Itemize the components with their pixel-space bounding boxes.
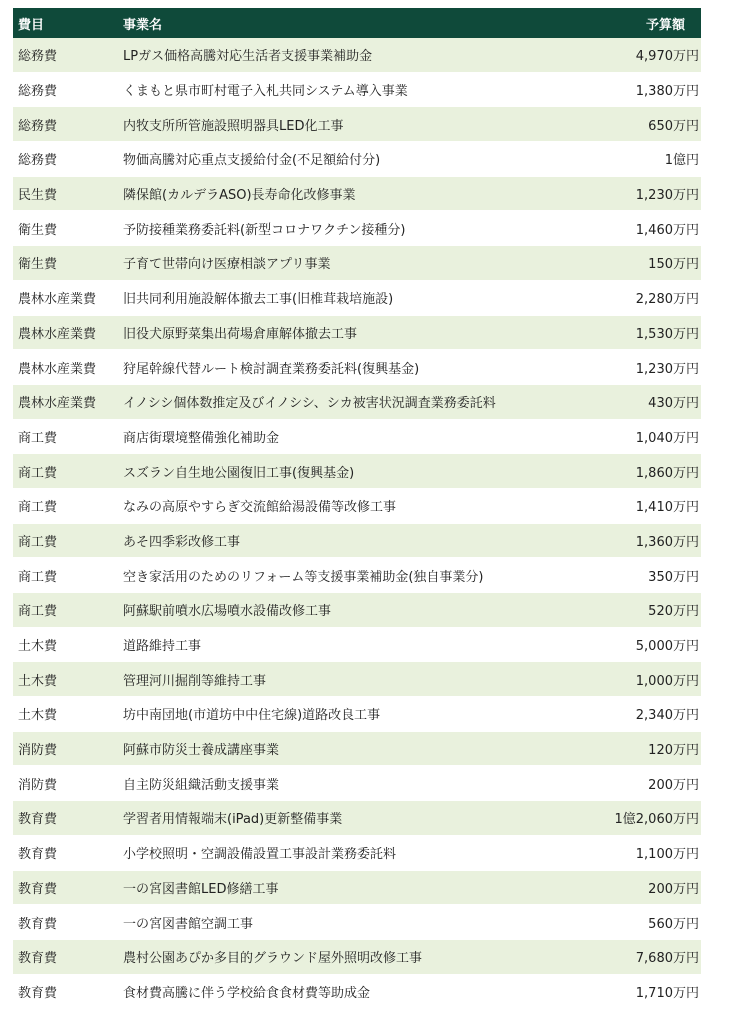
table-row xyxy=(13,558,701,593)
cell-project: くまもと県市町村電子入札共同システム導入事業 xyxy=(123,84,408,100)
cell-budget: 1,100万円 xyxy=(635,847,699,863)
cell-budget: 200万円 xyxy=(648,881,699,897)
table-row xyxy=(13,73,701,108)
table-row xyxy=(13,836,701,871)
cell-category: 土木費 xyxy=(18,673,58,689)
cell-category: 教育費 xyxy=(18,916,58,932)
cell-category: 教育費 xyxy=(18,985,58,1001)
budget-table xyxy=(13,8,701,1009)
cell-category: 衛生費 xyxy=(18,257,58,273)
cell-budget: 430万円 xyxy=(648,396,699,412)
cell-budget: 520万円 xyxy=(648,604,699,620)
cell-category: 総務費 xyxy=(18,118,58,134)
cell-project: なみの高原やすらぎ交流館給湯設備等改修工事 xyxy=(123,500,397,516)
table-row xyxy=(13,211,701,246)
cell-project: LPガス価格高騰対応生活者支援事業補助金 xyxy=(123,49,373,65)
cell-project: 空き家活用のためのリフォーム等支援事業補助金(独自事業分) xyxy=(123,569,484,585)
table-row xyxy=(13,766,701,801)
cell-project: 阿蘇市防災士養成講座事業 xyxy=(123,743,280,759)
cell-budget: 1,360万円 xyxy=(635,534,699,550)
cell-budget: 1,410万円 xyxy=(635,500,699,516)
cell-budget: 1,380万円 xyxy=(635,84,699,100)
cell-project: 狩尾幹線代替ルート検討調査業務委託料(復興基金) xyxy=(123,361,420,377)
cell-category: 衛生費 xyxy=(18,222,58,238)
cell-category: 商工費 xyxy=(18,534,58,550)
cell-budget: 1億円 xyxy=(664,153,699,169)
cell-project: 坊中南団地(市道坊中中住宅線)道路改良工事 xyxy=(123,708,381,724)
table-row xyxy=(13,38,701,73)
table-row xyxy=(13,662,701,697)
table-row xyxy=(13,801,701,836)
cell-budget: 1,230万円 xyxy=(635,188,699,204)
cell-budget: 1億2,060万円 xyxy=(614,812,699,828)
cell-project: 一の宮図書館空調工事 xyxy=(123,916,254,932)
table-row xyxy=(13,732,701,767)
cell-project: 予防接種業務委託料(新型コロナワクチン接種分) xyxy=(123,222,406,238)
table-header xyxy=(13,8,701,38)
cell-budget: 1,460万円 xyxy=(635,222,699,238)
cell-category: 総務費 xyxy=(18,153,58,169)
cell-budget: 1,000万円 xyxy=(635,673,699,689)
cell-project: スズラン自生地公園復旧工事(復興基金) xyxy=(123,465,355,481)
table-row xyxy=(13,940,701,975)
cell-budget: 2,340万円 xyxy=(635,708,699,724)
cell-project: イノシシ個体数推定及びイノシシ、シカ被害状況調査業務委託料 xyxy=(123,396,496,412)
cell-category: 商工費 xyxy=(18,500,58,516)
cell-category: 教育費 xyxy=(18,951,58,967)
table-row xyxy=(13,489,701,524)
table-row xyxy=(13,454,701,489)
cell-category: 農林水産業費 xyxy=(18,361,97,377)
cell-project: 阿蘇駅前噴水広場噴水設備改修工事 xyxy=(123,604,332,620)
cell-project: 子育て世帯向け医療相談アプリ事業 xyxy=(123,257,331,273)
cell-budget: 1,710万円 xyxy=(635,985,699,1001)
table-body xyxy=(13,38,701,1009)
cell-budget: 5,000万円 xyxy=(635,639,699,655)
cell-budget: 1,530万円 xyxy=(635,326,699,342)
cell-budget: 4,970万円 xyxy=(635,49,699,65)
cell-category: 農林水産業費 xyxy=(18,326,97,342)
cell-project: 内牧支所所管施設照明器具LED化工事 xyxy=(123,118,344,134)
table-row xyxy=(13,142,701,177)
table-row xyxy=(13,385,701,420)
cell-category: 教育費 xyxy=(18,847,58,863)
table-row xyxy=(13,177,701,212)
cell-category: 総務費 xyxy=(18,84,58,100)
cell-budget: 120万円 xyxy=(648,743,699,759)
cell-category: 商工費 xyxy=(18,430,58,446)
header-project: 事業名 xyxy=(123,17,163,33)
header-category: 費目 xyxy=(18,17,45,33)
table-row xyxy=(13,316,701,351)
cell-category: 教育費 xyxy=(18,881,58,897)
table-row xyxy=(13,524,701,559)
cell-project: 旧役犬原野菜集出荷場倉庫解体撤去工事 xyxy=(123,326,358,342)
cell-category: 商工費 xyxy=(18,604,58,620)
cell-project: 物価高騰対応重点支援給付金(不足額給付分) xyxy=(123,153,381,169)
cell-budget: 1,230万円 xyxy=(635,361,699,377)
cell-budget: 1,860万円 xyxy=(635,465,699,481)
cell-category: 土木費 xyxy=(18,708,58,724)
cell-budget: 1,040万円 xyxy=(635,430,699,446)
cell-budget: 350万円 xyxy=(648,569,699,585)
cell-category: 消防費 xyxy=(18,777,58,793)
table-row xyxy=(13,975,701,1010)
cell-project: 商店街環境整備強化補助金 xyxy=(123,430,280,446)
cell-budget: 2,280万円 xyxy=(635,292,699,308)
cell-category: 商工費 xyxy=(18,569,58,585)
cell-category: 農林水産業費 xyxy=(18,292,97,308)
cell-budget: 150万円 xyxy=(648,257,699,273)
table-row xyxy=(13,350,701,385)
table-row xyxy=(13,281,701,316)
cell-project: 小学校照明・空調設備設置工事設計業務委託料 xyxy=(123,847,397,863)
cell-category: 民生費 xyxy=(18,188,58,204)
cell-project: 食材費高騰に伴う学校給食食材費等助成金 xyxy=(123,985,371,1001)
cell-project: 農村公園あぴか多目的グラウンド屋外照明改修工事 xyxy=(123,951,423,967)
cell-budget: 560万円 xyxy=(648,916,699,932)
cell-project: 旧共同利用施設解体撤去工事(旧椎茸栽培施設) xyxy=(123,292,394,308)
table-row xyxy=(13,871,701,906)
cell-project: 学習者用情報端末(iPad)更新整備事業 xyxy=(123,812,343,828)
header-budget: 予算額 xyxy=(645,17,685,33)
cell-category: 商工費 xyxy=(18,465,58,481)
cell-category: 農林水産業費 xyxy=(18,396,97,412)
table-row xyxy=(13,905,701,940)
cell-category: 消防費 xyxy=(18,743,58,759)
cell-project: 自主防災組織活動支援事業 xyxy=(123,777,280,793)
cell-category: 教育費 xyxy=(18,812,58,828)
table-row xyxy=(13,246,701,281)
cell-budget: 200万円 xyxy=(648,777,699,793)
table-row xyxy=(13,593,701,628)
cell-project: 管理河川掘削等維持工事 xyxy=(123,673,267,689)
cell-project: 一の宮図書館LED修繕工事 xyxy=(123,881,279,897)
table-row xyxy=(13,107,701,142)
cell-budget: 7,680万円 xyxy=(635,951,699,967)
table-row xyxy=(13,420,701,455)
cell-budget: 650万円 xyxy=(648,118,699,134)
table-row xyxy=(13,697,701,732)
cell-category: 総務費 xyxy=(18,49,58,65)
cell-category: 土木費 xyxy=(18,639,58,655)
cell-project: あそ四季彩改修工事 xyxy=(123,534,241,550)
cell-project: 道路維持工事 xyxy=(123,639,202,655)
table-row xyxy=(13,628,701,663)
cell-project: 隣保館(カルデラASO)長寿命化改修事業 xyxy=(123,188,356,204)
